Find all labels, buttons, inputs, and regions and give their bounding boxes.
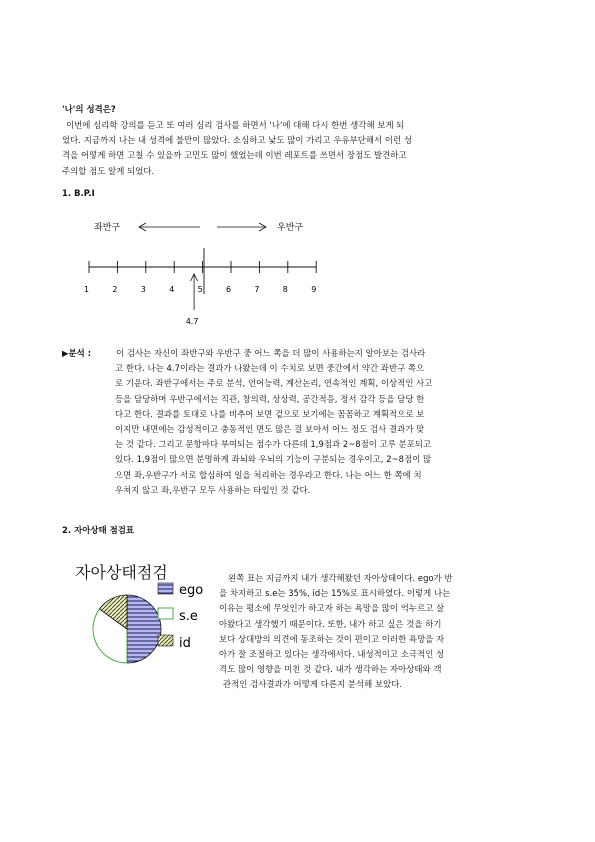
description-line: 이유는 평소에 무엇인가 하고자 하는 욕망을 많이 억누르고 살 bbox=[219, 603, 445, 614]
analysis-line: 로 기운다. 좌반구에서는 주로 분석, 언어능력, 계산논리, 연속적인 계획, 이상적인 사고 bbox=[115, 378, 433, 389]
description-line: 아왔다고 생각했기 때문이다. 또한, 내가 하고 싶은 것을 하기 bbox=[219, 618, 442, 629]
scale-tick-label: 2 bbox=[112, 285, 118, 294]
legend-swatch-ego bbox=[158, 583, 173, 594]
analysis-line: 있다. 1,9점이 많으면 분명하게 좌뇌와 우뇌의 기능이 구분되는 경우이고, 2~8점이 많 bbox=[115, 454, 432, 465]
legend-label-id: id bbox=[179, 636, 191, 651]
section2-description bbox=[219, 571, 453, 693]
scale-tick-label: 6 bbox=[226, 285, 232, 294]
description-line: 격도 많이 영향을 미친 것 같다. 내가 생각하는 자아상태와 객 bbox=[219, 664, 442, 675]
analysis-text bbox=[115, 346, 432, 498]
scale-tick-label: 3 bbox=[140, 285, 146, 294]
chart-legend bbox=[158, 583, 203, 651]
right-arrow bbox=[217, 223, 266, 231]
section2-heading: 2. 자아상태 점검표 bbox=[62, 525, 135, 535]
analysis-line: 는 것 같다. 그리고 문항마다 부여되는 점수가 다른데 1,9점과 2~8점이 고루 분포되고 bbox=[115, 439, 432, 450]
analysis-line: 우쳐지 않고 좌,우반구 모두 사용하는 타입인 것 같다. bbox=[115, 484, 311, 495]
intro-line: 었다. 지금까지 나는 내 성격에 불만이 많았다. 소심하고 낯도 많이 가리고 우유부단해서 이런 성 bbox=[62, 135, 413, 146]
left-hemisphere-label: 좌반구 bbox=[94, 223, 121, 233]
intro-line: 격을 어떻게 하면 고칠 수 있을까 고민도 많이 했었는데 이번 레포트를 쓰면서 장점도 발견하고 bbox=[62, 150, 407, 161]
legend-swatch-id bbox=[158, 635, 173, 646]
analysis-line: 등을 담당하며 우반구에서는 직관, 창의력, 상상력, 공간적응, 정서 감각 등을 담당 한 bbox=[115, 393, 425, 404]
legend-label-se: s.e bbox=[179, 609, 198, 624]
analysis-line: 고 한다. 나는 4.7이라는 결과가 나왔는데 이 수치로 보면 중간에서 약간 좌반구 쪽으 bbox=[115, 363, 425, 374]
scale-tick-label: 5 bbox=[197, 285, 203, 294]
description-line: 아가 잘 조절하고 있다는 생각에서다. 내성적이고 소극적인 성 bbox=[219, 649, 445, 660]
ego-state-pie-chart bbox=[72, 556, 222, 686]
description-line: 을 차지하고 s.e는 35%, id는 15%로 표시하였다. 이렇게 나는 bbox=[219, 588, 451, 599]
intro-title: '나'의 성격은? bbox=[62, 104, 116, 114]
scale-tick-label: 8 bbox=[282, 285, 288, 294]
section1-heading: 1. B.P.I bbox=[62, 188, 95, 198]
scale-tick-label: 1 bbox=[84, 285, 90, 294]
legend-label-ego: ego bbox=[179, 583, 204, 598]
pie-slice-ego bbox=[127, 595, 161, 663]
scale-tick-label: 4 bbox=[169, 285, 175, 294]
bpi-scale-diagram bbox=[62, 210, 352, 330]
score-arrow bbox=[191, 274, 198, 310]
analysis-line: 이지만 내면에는 감성적이고 충동적인 면도 많은 걸 보아서 어느 정도 검사 결과가 맞 bbox=[115, 424, 425, 435]
analysis-line: 이 검사는 자신이 좌반구와 우반구 중 어느 쪽을 더 많이 사용하는지 알아보는 검사라 bbox=[116, 348, 426, 358]
analysis-line: 다고 한다. 결과를 토대로 나를 비추어 보면 겉으로 보기에는 꼼꼼하고 계획적으로 보 bbox=[115, 408, 425, 419]
description-line: 보다 상대방의 의견에 동조하는 것이 편이고 이러한 욕망을 자 bbox=[219, 633, 445, 644]
scale-tick-label: 9 bbox=[311, 285, 317, 294]
intro-line: 주의할 점도 알게 되었다. bbox=[62, 165, 155, 176]
analysis-label: ▶분석 : bbox=[62, 348, 92, 358]
score-label: 4.7 bbox=[185, 317, 199, 326]
chart-title: 자아상태점검 bbox=[75, 563, 168, 582]
scale-tick-label: 7 bbox=[254, 285, 260, 294]
right-hemisphere-label: 우반구 bbox=[277, 223, 304, 233]
analysis-line: 으면 좌,우반구가 서로 합심하여 일을 처리하는 경우라고 한다. 나는 어느 한 쪽에 치 bbox=[115, 469, 422, 480]
left-arrow bbox=[139, 223, 200, 231]
intro-paragraph bbox=[62, 118, 412, 179]
legend-swatch-se bbox=[158, 608, 173, 619]
description-line: 관적인 검사결과가 어떻게 다른지 분석해 보았다. bbox=[223, 679, 403, 690]
description-line: 왼쪽 표는 지금까지 내가 생각해왔던 자아상태이다. ego가 반 bbox=[228, 573, 453, 583]
intro-line: 이번에 심리학 강의를 듣고 또 여러 심리 검사를 하면서 '나'에 대해 다시 한번 생각해 보게 되 bbox=[66, 120, 405, 130]
